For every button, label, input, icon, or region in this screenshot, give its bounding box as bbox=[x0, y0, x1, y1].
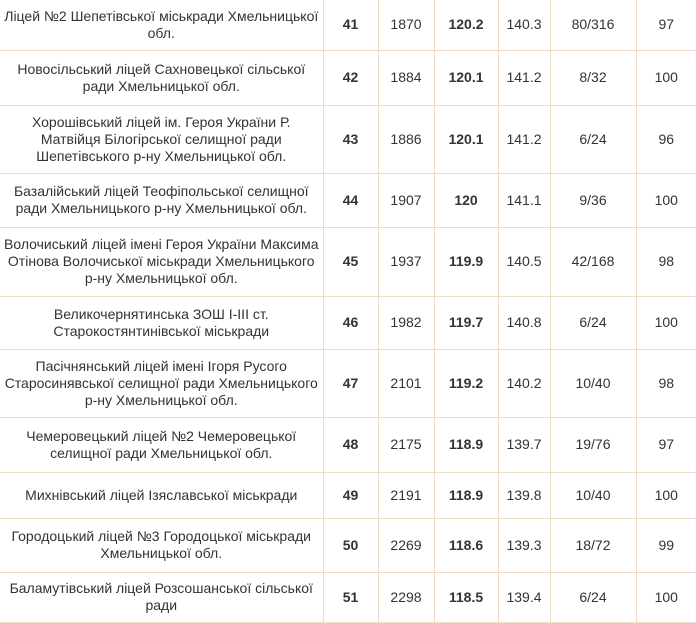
region-rank: 49 bbox=[323, 472, 378, 518]
table-row bbox=[0, 349, 696, 417]
percent: 100 bbox=[636, 173, 696, 227]
overall-rank: 2175 bbox=[378, 417, 434, 472]
overall-rank: 2298 bbox=[378, 572, 434, 622]
overall-rank: 1886 bbox=[378, 105, 434, 173]
overall-rank: 2191 bbox=[378, 472, 434, 518]
percent: 98 bbox=[636, 349, 696, 417]
overall-rank: 1884 bbox=[378, 50, 434, 105]
tests-count: 6/24 bbox=[550, 296, 636, 349]
table-row bbox=[0, 105, 696, 173]
rating-score: 118.9 bbox=[434, 472, 498, 518]
overall-rank: 1937 bbox=[378, 227, 434, 296]
table-row bbox=[0, 296, 696, 349]
rating-score: 120.1 bbox=[434, 105, 498, 173]
region-rank: 47 bbox=[323, 349, 378, 417]
region-rank: 42 bbox=[323, 50, 378, 105]
table-row bbox=[0, 472, 696, 518]
school-name: Хорошівський ліцей ім. Героя України Р. Матвійця Білогірської селищної ради Шепетівського р-ну Хмельницької обл. bbox=[0, 105, 323, 173]
table-row bbox=[0, 173, 696, 227]
average-score: 139.3 bbox=[498, 518, 550, 572]
percent: 100 bbox=[636, 296, 696, 349]
rating-score: 120 bbox=[434, 173, 498, 227]
overall-rank: 1907 bbox=[378, 173, 434, 227]
percent: 98 bbox=[636, 227, 696, 296]
percent: 97 bbox=[636, 417, 696, 472]
table-row bbox=[0, 50, 696, 105]
tests-count: 6/24 bbox=[550, 105, 636, 173]
school-name: Великочернятинська ЗОШ І-ІІІ ст. Старокостянтинівської міськради bbox=[0, 296, 323, 349]
overall-rank: 2101 bbox=[378, 349, 434, 417]
school-name: Чемеровецький ліцей №2 Чемеровецької селищної ради Хмельницької обл. bbox=[0, 417, 323, 472]
region-rank: 50 bbox=[323, 518, 378, 572]
region-rank: 44 bbox=[323, 173, 378, 227]
region-rank: 51 bbox=[323, 572, 378, 622]
overall-rank: 2269 bbox=[378, 518, 434, 572]
rating-score: 118.6 bbox=[434, 518, 498, 572]
percent: 100 bbox=[636, 50, 696, 105]
tests-count: 18/72 bbox=[550, 518, 636, 572]
school-name: Базалійський ліцей Теофіпольської селищної ради Хмельницького р-ну Хмельницької обл. bbox=[0, 173, 323, 227]
tests-count: 19/76 bbox=[550, 417, 636, 472]
overall-rank: 1870 bbox=[378, 0, 434, 50]
average-score: 139.8 bbox=[498, 472, 550, 518]
tests-count: 10/40 bbox=[550, 472, 636, 518]
school-name: Пасічнянський ліцей імені Ігоря Русого Старосинявської селищної ради Хмельницького р-ну Хмельницької обл. bbox=[0, 349, 323, 417]
average-score: 141.1 bbox=[498, 173, 550, 227]
percent: 100 bbox=[636, 572, 696, 622]
average-score: 139.4 bbox=[498, 572, 550, 622]
region-rank: 43 bbox=[323, 105, 378, 173]
table-row bbox=[0, 572, 696, 622]
tests-count: 8/32 bbox=[550, 50, 636, 105]
percent: 96 bbox=[636, 105, 696, 173]
school-name: Городоцький ліцей №3 Городоцької міськради Хмельницької обл. bbox=[0, 518, 323, 572]
table-row bbox=[0, 417, 696, 472]
tests-count: 10/40 bbox=[550, 349, 636, 417]
percent: 100 bbox=[636, 472, 696, 518]
region-rank: 45 bbox=[323, 227, 378, 296]
percent: 97 bbox=[636, 0, 696, 50]
school-name: Волочиський ліцей імені Героя України Максима Отінова Волочиської міськради Хмельницького р-ну Хмельницької обл. bbox=[0, 227, 323, 296]
average-score: 140.3 bbox=[498, 0, 550, 50]
rating-score: 120.1 bbox=[434, 50, 498, 105]
overall-rank: 1982 bbox=[378, 296, 434, 349]
rating-score: 119.9 bbox=[434, 227, 498, 296]
region-rank: 46 bbox=[323, 296, 378, 349]
rating-score: 119.2 bbox=[434, 349, 498, 417]
school-name: Баламутівський ліцей Розсошанської сільської ради bbox=[0, 572, 323, 622]
rating-score: 118.5 bbox=[434, 572, 498, 622]
region-rank: 41 bbox=[323, 0, 378, 50]
average-score: 141.2 bbox=[498, 50, 550, 105]
school-name: Михнівський ліцей Ізяславської міськради bbox=[0, 472, 323, 518]
average-score: 140.5 bbox=[498, 227, 550, 296]
rating-score: 120.2 bbox=[434, 0, 498, 50]
rating-score: 118.9 bbox=[434, 417, 498, 472]
rating-score: 119.7 bbox=[434, 296, 498, 349]
percent: 99 bbox=[636, 518, 696, 572]
table-row bbox=[0, 0, 696, 50]
average-score: 140.2 bbox=[498, 349, 550, 417]
tests-count: 80/316 bbox=[550, 0, 636, 50]
table-row bbox=[0, 518, 696, 572]
average-score: 141.2 bbox=[498, 105, 550, 173]
average-score: 140.8 bbox=[498, 296, 550, 349]
table-row bbox=[0, 227, 696, 296]
tests-count: 42/168 bbox=[550, 227, 636, 296]
tests-count: 6/24 bbox=[550, 572, 636, 622]
tests-count: 9/36 bbox=[550, 173, 636, 227]
average-score: 139.7 bbox=[498, 417, 550, 472]
region-rank: 48 bbox=[323, 417, 378, 472]
school-name: Ліцей №2 Шепетівської міськради Хмельницької обл. bbox=[0, 0, 323, 50]
school-name: Новосільський ліцей Сахновецької сільської ради Хмельницької обл. bbox=[0, 50, 323, 105]
